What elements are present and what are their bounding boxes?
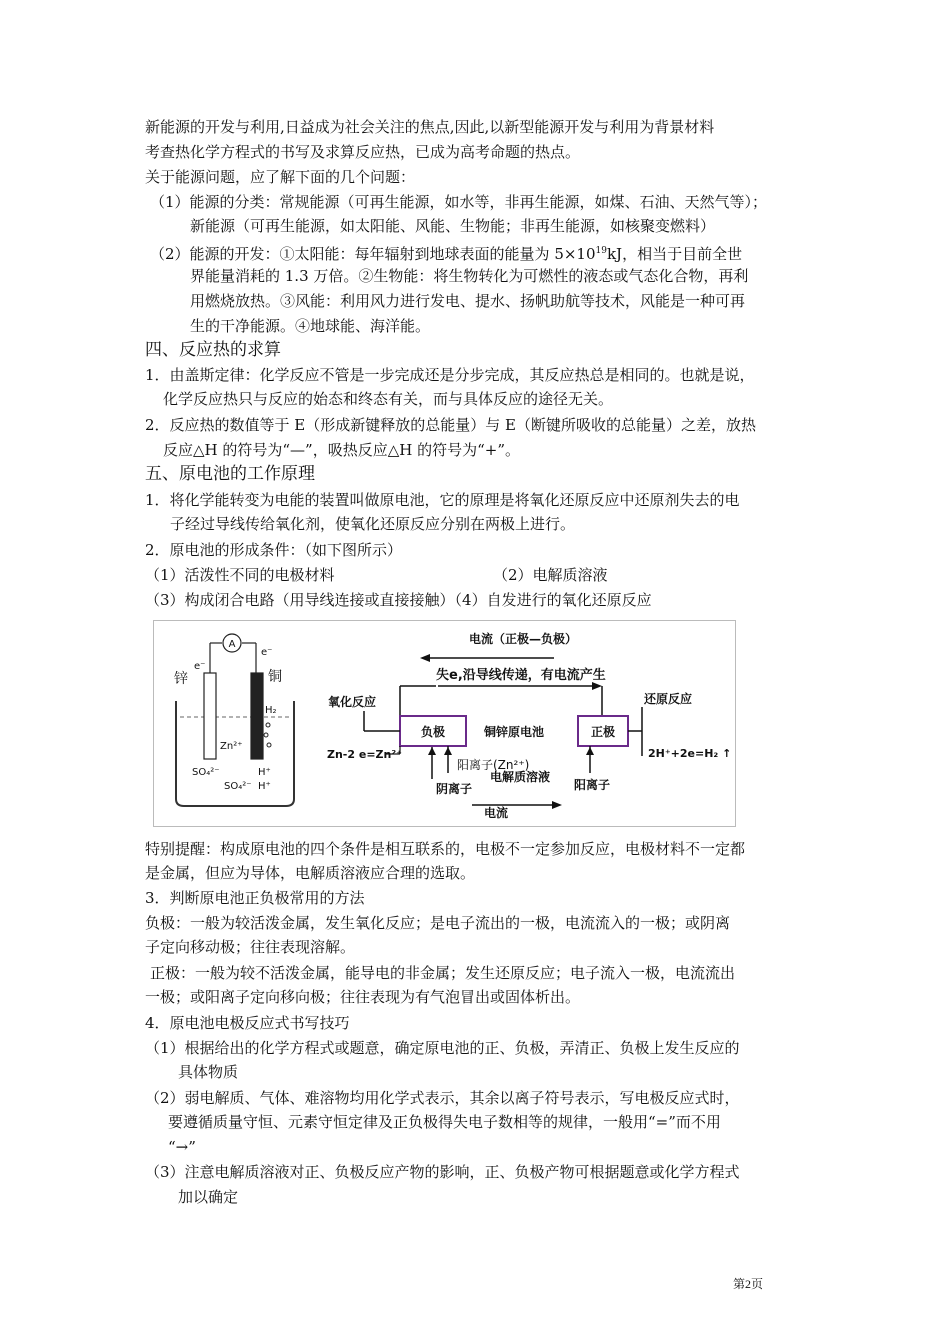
negative-electrode-desc: 负极：一般为较活泼金属，发生氧化反应；是电子流出的一极，电流流入的一极；或阴离 — [145, 914, 731, 932]
figure-svg — [154, 621, 735, 826]
tip-2-arrow: “→” — [168, 1138, 196, 1156]
copper-electrode — [251, 673, 263, 759]
zinc-label: 锌 — [174, 671, 188, 687]
zn-ion-label: Zn²⁺ — [220, 741, 243, 752]
current-bottom-label: 电流 — [484, 806, 509, 820]
negative-electrode-desc-cont: 子定向移动极；往往表现溶解。 — [145, 938, 356, 956]
galvanic-cell-figure — [153, 620, 736, 827]
energy-development-cont-1: 界能量消耗的 1.3 万倍。②生物能：将生物转化为可燃性的液态或气态化合物，再利 — [190, 267, 749, 285]
positive-equation: 2H⁺+2e=H₂ ↑ — [648, 747, 732, 760]
tip-3: （3）注意电解质溶液对正、负极反应产物的影响，正、负极产物可根据题意或化学方程式 — [145, 1163, 740, 1181]
copper-label: 铜 — [268, 669, 282, 685]
energy-development-text: （2）能源的开发：①太阳能：每年辐射到地球表面的能量为 5×10 — [150, 245, 596, 263]
energy-development-cont-3: 生的干净能源。④地球能、海洋能。 — [190, 317, 431, 335]
intro-line-1: 新能源的开发与利用,日益成为社会关注的焦点,因此,以新型能源开发与利用为背景材料 — [145, 118, 715, 136]
sulfate-label-a: SO₄²⁻ — [192, 767, 220, 778]
h2-label: H₂ — [265, 705, 277, 716]
special-tip: 特别提醒：构成原电池的四个条件是相互联系的，电极不一定参加反应，电极材料不一定都 — [145, 840, 746, 858]
hess-law: 1．由盖斯定律：化学反应不管是一步完成还是分步完成，其反应热总是相同的。也就是说， — [145, 366, 755, 384]
condition-2: （2）电解质溶液 — [493, 566, 608, 584]
condition-1: （1）活泼性不同的电极材料 — [145, 566, 335, 584]
section-4-heading: 四、反应热的求算 — [145, 340, 281, 360]
tip-2-cont: 要遵循质量守恒、元素守恒定律及正负极得失电子数相等的规律，一般用“=”而不用 — [168, 1113, 721, 1131]
energy-classification-cont: 新能源（可再生能源，如太阳能、风能、生物能；非再生能源，如核聚变燃料） — [190, 217, 716, 235]
cation-zn-label: 阳离子(Zn²⁺) — [457, 758, 530, 772]
positive-electrode-desc-cont: 一极；或阳离子定向移向极；往往表现为有气泡冒出或固体析出。 — [145, 988, 581, 1006]
energy-development-cont-2: 用燃烧放热。③风能：利用风力进行发电、提水、扬帆助航等技术，风能是一种可再 — [190, 292, 746, 310]
intro-line-2: 考查热化学方程式的书写及求算反应热，已成为高考命题的热点。 — [145, 143, 581, 161]
negative-equation: Zn-2 e=Zn²⁺ — [327, 748, 402, 761]
energy-development-unit: kJ，相当于目前全世 — [606, 245, 743, 263]
hess-law-cont: 化学反应热只与反应的始态和终态有关，而与具体反应的途径无关。 — [163, 390, 614, 408]
energy-development — [150, 241, 742, 264]
electron-left-label: e⁻ — [194, 661, 206, 672]
reaction-heat-value: 2．反应热的数值等于 E（形成新键释放的总能量）与 E（断键所吸收的总能量）之差，放热 — [145, 416, 756, 434]
beaker-apparatus — [174, 634, 294, 806]
intro-line-3: 关于能源问题，应了解下面的几个问题： — [145, 168, 416, 186]
hydrogen-ion-label-a: H⁺ — [258, 767, 271, 778]
electrolyte-label: 电解质溶液 — [490, 770, 551, 784]
negative-label: 负极 — [420, 725, 446, 739]
electron-flow-label: 失e,沿导线传递，有电流产生 — [436, 668, 606, 683]
condition-3-4: （3）构成闭合电路（用导线连接或直接接触）（4）自发进行的氧化还原反应 — [145, 591, 652, 609]
section-5-heading: 五、原电池的工作原理 — [145, 464, 315, 484]
tip-1: （1）根据给出的化学方程式或题意，确定原电池的正、负极，弄清正、负极上发生反应的 — [145, 1039, 740, 1057]
galvanic-cell-principle: 1．将化学能转变为电能的装置叫做原电池，它的原理是将氧化还原反应中还原剂失去的电 — [145, 491, 740, 509]
exponent: 19 — [595, 246, 607, 256]
hydrogen-ion-label-b: H⁺ — [258, 781, 271, 792]
reaction-heat-value-cont: 反应△H 的符号为“—”，吸热反应△H 的符号为“+”。 — [163, 441, 521, 459]
tip-2: （2）弱电解质、气体、难溶物均用化学式表示，其余以离子符号表示，写电极反应式时， — [145, 1089, 740, 1107]
special-tip-cont: 是金属，但应为导体，电解质溶液应合理的选取。 — [145, 864, 476, 882]
anion-label: 阴离子 — [436, 782, 473, 796]
cell-name-label: 铜锌原电池 — [484, 725, 545, 739]
page-number: 第2页 — [733, 1277, 764, 1291]
oxidation-label: 氧化反应 — [328, 695, 377, 709]
galvanic-cell-principle-cont: 子经过导线传给氧化剂，使氧化还原反应分别在两极上进行。 — [170, 515, 576, 533]
electron-right-label: e⁻ — [261, 647, 273, 658]
zinc-electrode — [204, 673, 216, 759]
positive-label: 正极 — [590, 725, 616, 739]
positive-electrode-desc: 正极：一般为较不活泼金属，能导电的非金属；发生还原反应；电子流入一极，电流流出 — [150, 964, 736, 982]
energy-classification: （1）能源的分类：常规能源（可再生能源，如水等，非再生能源，如煤、石油、天然气等）； — [150, 193, 768, 211]
formation-conditions: 2．原电池的形成条件：（如下图所示） — [145, 541, 403, 559]
current-top-label: 电流（正极—负极） — [469, 632, 578, 646]
reduction-label: 还原反应 — [644, 692, 693, 706]
judge-method-heading: 3．判断原电池正负极常用的方法 — [145, 889, 365, 907]
cell-flow-diagram — [327, 631, 731, 820]
ammeter-label: A — [228, 639, 236, 650]
sulfate-label-b: SO₄²⁻ — [224, 781, 252, 792]
tip-3-cont: 加以确定 — [178, 1188, 239, 1206]
cation-label: 阳离子 — [574, 778, 611, 792]
tip-1-cont: 具体物质 — [178, 1063, 239, 1081]
writing-tips-heading: 4．原电池电极反应式书写技巧 — [145, 1014, 350, 1032]
